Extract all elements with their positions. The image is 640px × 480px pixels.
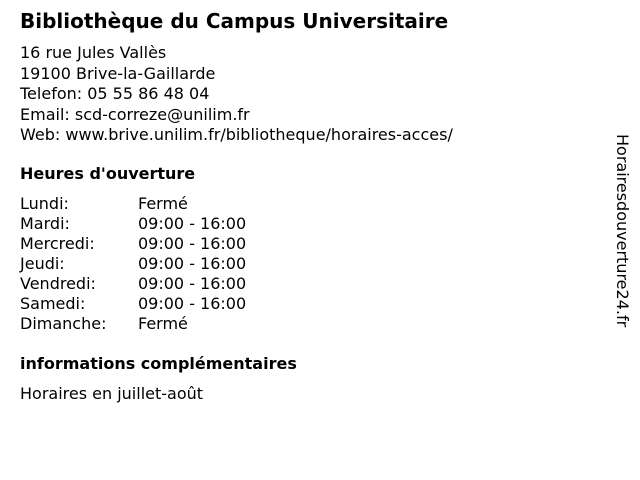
time-value: 09:00 - 16:00 <box>138 214 247 233</box>
time-value: Fermé <box>138 314 188 333</box>
day-label: Mercredi: <box>20 234 95 253</box>
web-line: Web: www.brive.unilim.fr/bibliotheque/horaires-acces/ <box>20 125 453 144</box>
time-value: 09:00 - 16:00 <box>138 234 247 253</box>
opening-hours-heading: Heures d'ouverture <box>20 164 196 183</box>
address-city: 19100 Brive-la-Gaillarde <box>20 63 216 83</box>
day-label: Samedi: <box>20 294 86 313</box>
phone-line: Telefon: 05 55 86 48 04 <box>20 84 210 103</box>
day-label: Lundi: <box>20 194 69 213</box>
email-line: Email: scd-correze@unilim.fr <box>20 104 250 124</box>
time-value: 09:00 - 16:00 <box>138 274 247 293</box>
contact-block <box>20 43 453 146</box>
day-label: Jeudi: <box>20 254 65 273</box>
address-street: 16 rue Jules Vallès <box>20 43 167 62</box>
day-label: Mardi: <box>20 214 70 233</box>
day-label: Dimanche: <box>20 314 107 333</box>
additional-info-heading: informations complémentaires <box>20 354 297 373</box>
time-value: 09:00 - 16:00 <box>138 294 247 313</box>
time-value: 09:00 - 16:00 <box>138 254 247 273</box>
additional-info-text: Horaires en juillet-août <box>20 384 204 403</box>
time-value: Fermé <box>138 194 188 213</box>
site-watermark: Horairesdouverture24.fr <box>613 134 632 328</box>
page-title: Bibliothèque du Campus Universitaire <box>20 9 449 33</box>
day-label: Vendredi: <box>20 274 96 293</box>
